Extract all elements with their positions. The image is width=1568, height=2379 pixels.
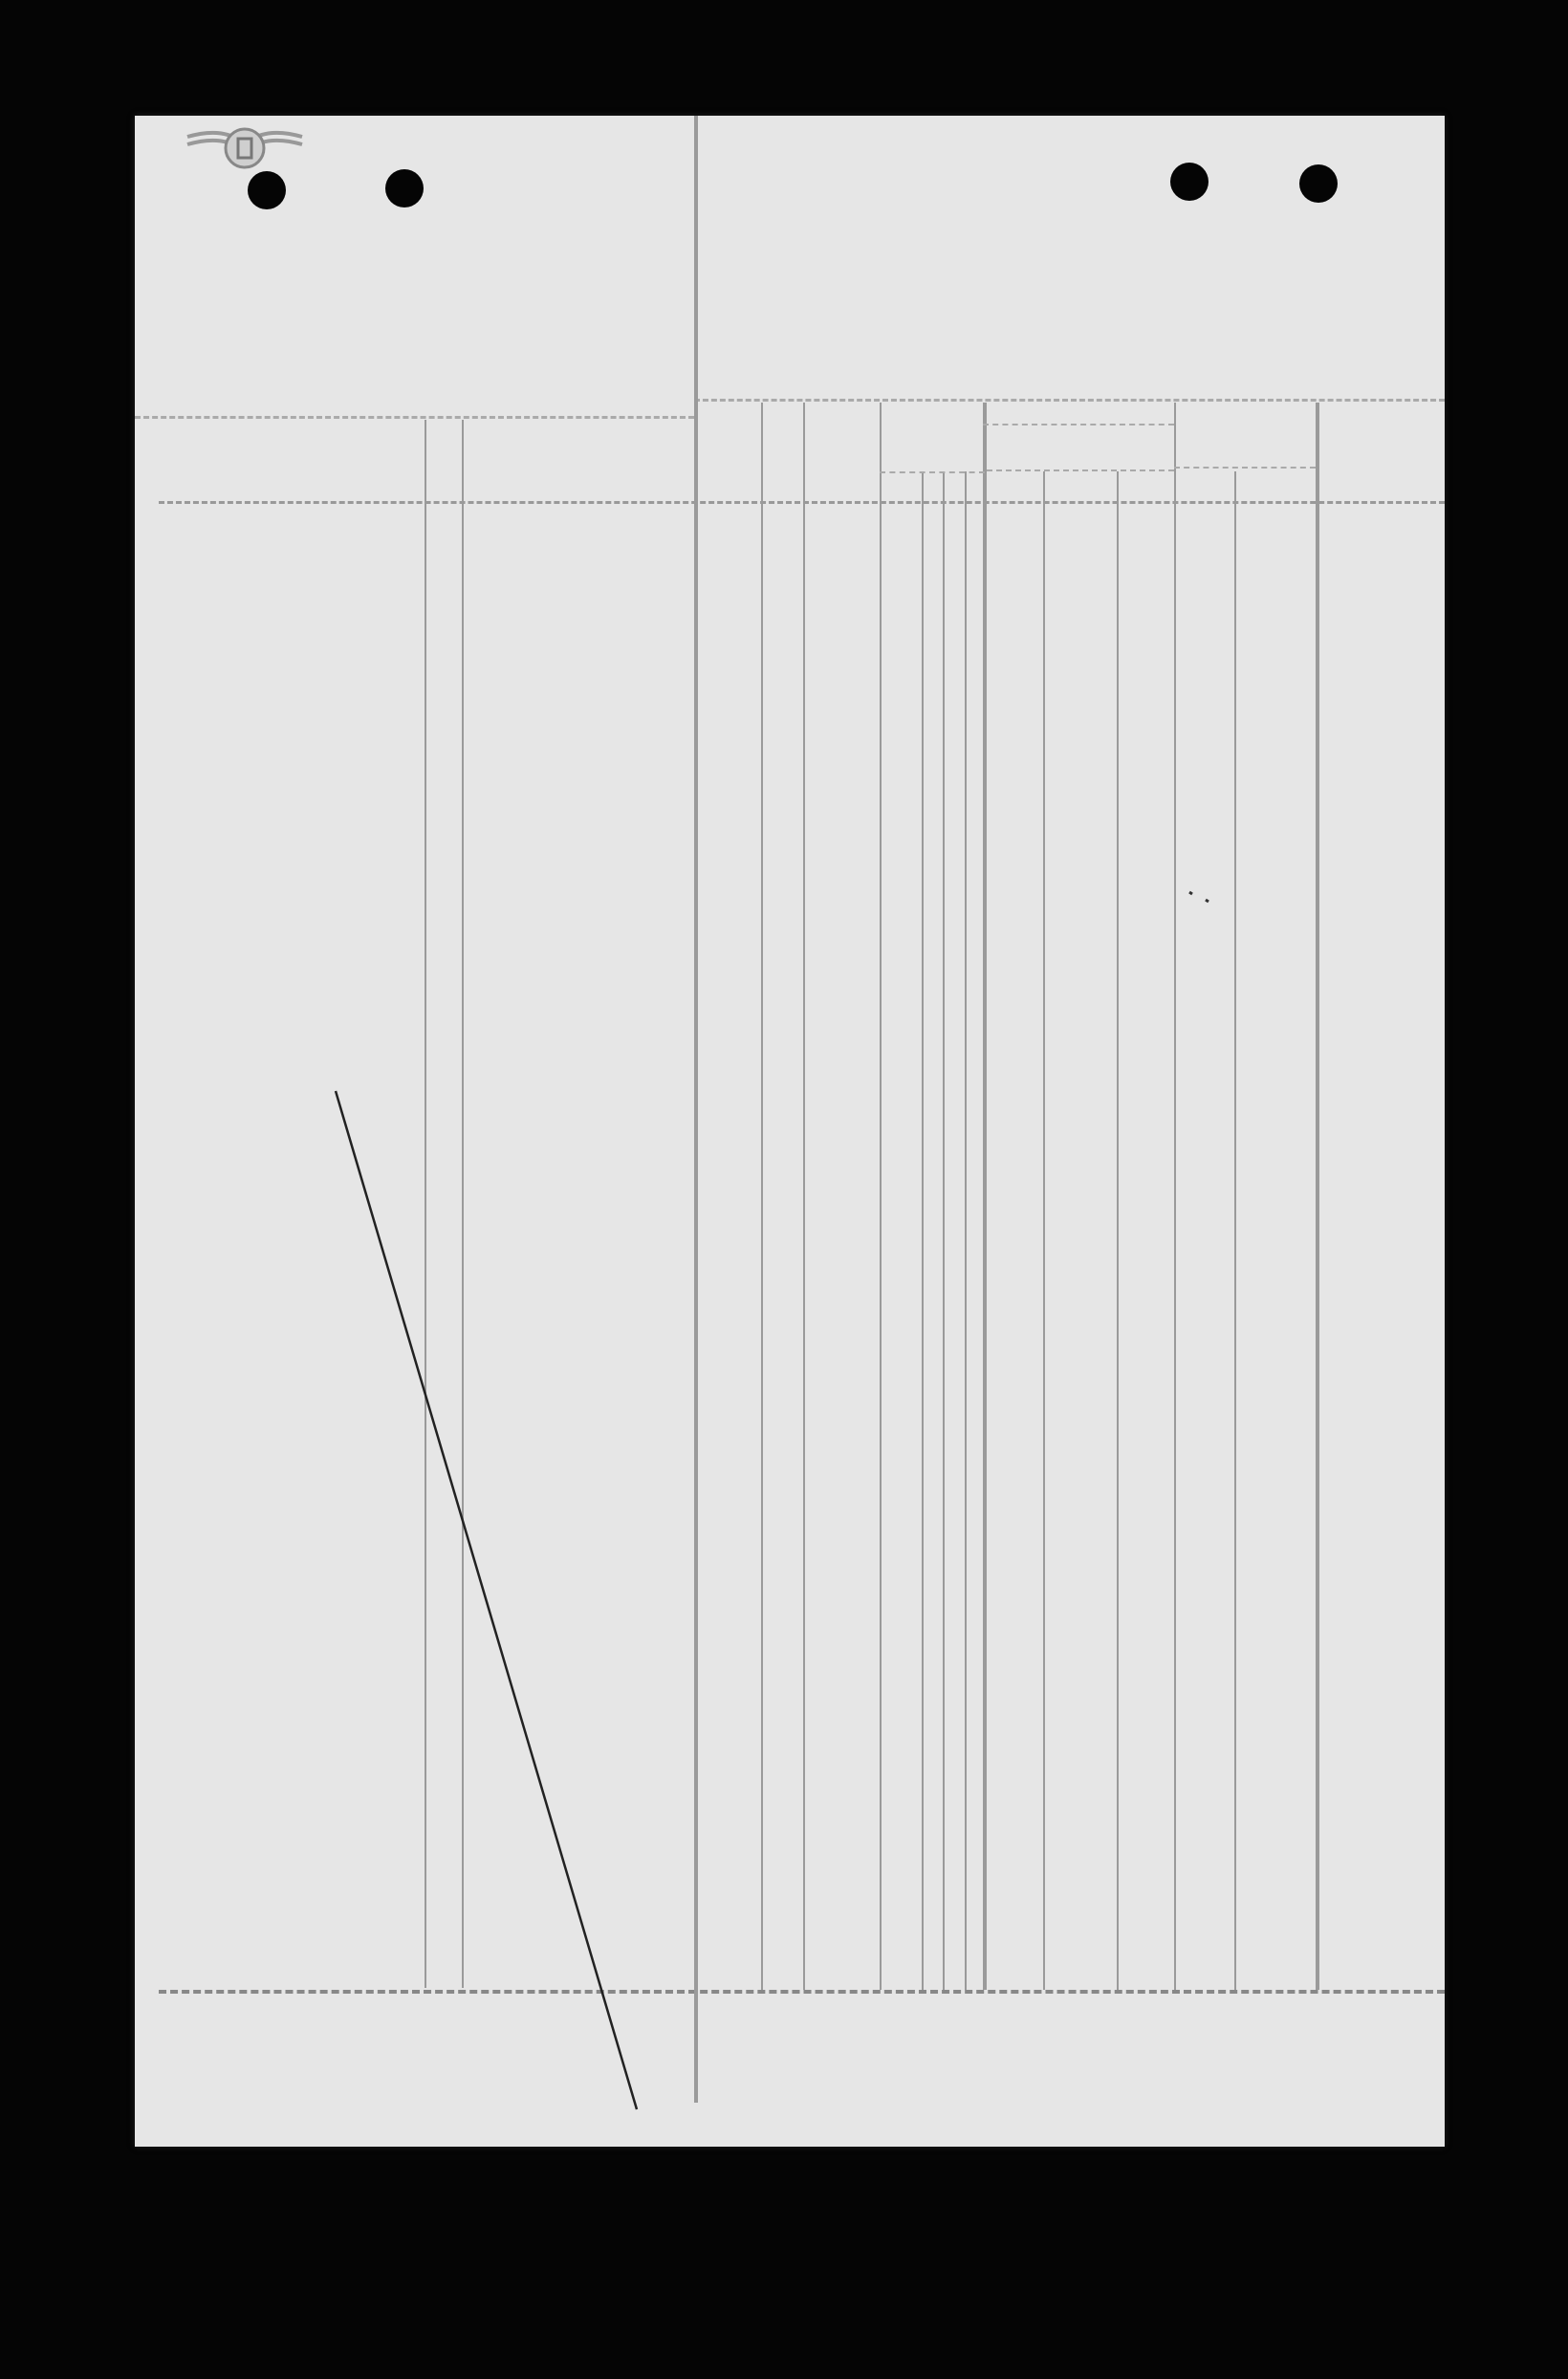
pen-stroke: [135, 116, 1445, 2147]
manifest-sheet: [135, 116, 1445, 2147]
